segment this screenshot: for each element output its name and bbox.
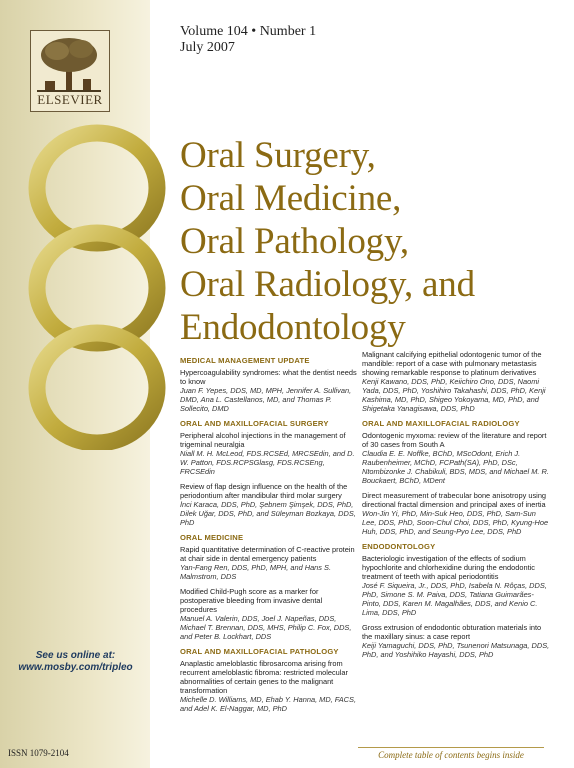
article-authors: Claudia E. E. Noffke, BChD, MScOdont, Erich J. Raubenheimer, MChD, FCPath(SA), PhD, DSc, Ntombizonke J. Chabikuli, BDS, MDS, and Michael M. R. Bouckaert, BChD, MDent	[362, 449, 549, 485]
issue-date: July 2007	[180, 40, 235, 55]
toc-left-column	[180, 350, 360, 719]
see-us-label: See us online at:	[35, 650, 116, 661]
issue-info	[180, 24, 316, 56]
article-entry	[362, 431, 552, 485]
title-line: Endodontology	[180, 307, 406, 348]
title-line: Oral Medicine,	[180, 178, 402, 219]
article-entry	[180, 587, 360, 641]
article-title: Bacteriologic investigation of the effects of sodium hypochlorite and chlorhexidine during the endodontic treatment of teeth with apical periodontitis	[362, 554, 535, 581]
article-authors: Yan-Fang Ren, DDS, PhD, MPH, and Hans S. Malmstrom, DDS	[180, 563, 332, 581]
article-entry	[180, 545, 360, 581]
toc-note: Complete table of contents begins inside	[358, 747, 544, 760]
article-title: Hypercoagulability syndromes: what the dentist needs to know	[180, 368, 357, 386]
issn-number: ISSN 1079-2104	[8, 748, 69, 758]
article-authors: Michelle D. Williams, MD, Ehab Y. Hanna, MD, FACS, and Adel K. El-Naggar, MD, PhD	[180, 695, 356, 713]
article-title: Anaplastic ameloblastic fibrosarcoma arising from recurrent ameloblastic fibroma: restricted molecular abnormalities of certain genes to the malignant transformation	[180, 659, 348, 695]
volume-number: Volume 104 • Number 1	[180, 24, 317, 39]
article-authors: Niall M. H. McLeod, FDS.RCSEd, MRCSEdin, and D. W. Patton, FDS.RCPSGlasg, FDS.RCSEng, FRCSEdin	[180, 449, 355, 476]
article-authors: José F. Siqueira, Jr., DDS, PhD, Isabela N. Rôças, DDS, PhD, Simone S. M. Paiva, DDS, Tatiana Guimarães-Pinto, DDS, Karen M. Magalhães, DDS, and Kenio C. Lima, DDS, PhD	[362, 581, 547, 617]
article-title: Odontogenic myxoma: review of the literature and report of 30 cases from South A	[362, 431, 547, 449]
article-entry	[180, 659, 360, 713]
publisher-name: ELSEVIER	[37, 92, 103, 107]
article-title: Gross extrusion of endodontic obturation materials into the maxillary sinus: a case report	[362, 623, 542, 641]
article-authors: İnci Karaca, DDS, PhD, Şebnem Şimşek, DDS, PhD, Dilek Uğar, DDS, PhD, and Süleyman Bozkaya, DDS, PhD	[180, 500, 356, 527]
article-title: Modified Child-Pugh score as a marker for postoperative bleeding from invasive dental procedures	[180, 587, 323, 614]
article-title: Rapid quantitative determination of C-reactive protein at chair side in dental emergency patients	[180, 545, 355, 563]
article-authors: Manuel A. Valerin, DDS, Joel J. Napeñas, DDS, Michael T. Brennan, DDS, MHS, Philip C. Fox, DDS, and Peter B. Lockhart, DDS	[180, 614, 352, 641]
article-title: Direct measurement of trabecular bone anisotropy using directional fractal dimension and principal axes of inertia	[362, 491, 547, 509]
article-title: Malignant calcifying epithelial odontogenic tumor of the mandible: report of a case with pulmonary metastasis showing remarkable response to platinum derivatives	[362, 350, 542, 377]
rings-graphic	[0, 0, 210, 450]
website-promo	[8, 650, 143, 674]
website-link[interactable]: www.mosby.com/tripleo	[18, 662, 133, 673]
article-title: Peripheral alcohol injections in the management of trigeminal neuralgia	[180, 431, 346, 449]
section-heading: ORAL MEDICINE	[180, 533, 244, 542]
article-entry	[362, 554, 552, 617]
article-entry	[362, 350, 552, 413]
section-heading: ORAL AND MAXILLOFACIAL PATHOLOGY	[180, 647, 339, 656]
section-heading: ENDODONTOLOGY	[362, 542, 436, 551]
title-line: Oral Pathology,	[180, 221, 409, 262]
toc-right-column	[362, 350, 552, 665]
section-heading: ORAL AND MAXILLOFACIAL SURGERY	[180, 419, 329, 428]
article-entry	[362, 491, 552, 536]
article-entry	[180, 368, 360, 413]
article-entry	[362, 623, 552, 659]
article-authors: Won-Jin Yi, PhD, Min-Suk Heo, DDS, PhD, Sam-Sun Lee, DDS, PhD, Soon-Chul Choi, DDS, PhD, Kyung-Hoe Huh, DDS, PhD, and Seung-Pyo Lee, DDS, PhD	[362, 509, 549, 536]
article-title: Review of flap design influence on the health of the periodontium after mandibular third molar surgery	[180, 482, 348, 500]
section-heading: MEDICAL MANAGEMENT UPDATE	[180, 356, 310, 365]
journal-title	[180, 134, 475, 349]
title-line: Oral Surgery,	[180, 135, 376, 176]
article-authors: Juan F. Yepes, DDS, MD, MPH, Jennifer A. Sullivan, DMD, Ana L. Castellanos, MD, and Thomas P. Sollecito, DMD	[180, 386, 352, 413]
section-heading: ORAL AND MAXILLOFACIAL RADIOLOGY	[362, 419, 520, 428]
article-entry	[180, 431, 360, 476]
article-authors: Keiji Yamaguchi, DDS, PhD, Tsunenori Matsunaga, DDS, PhD, and Yoshihiko Hayashi, DDS, PhD	[362, 641, 550, 659]
title-line: Oral Radiology, and	[180, 264, 475, 305]
article-entry	[180, 482, 360, 527]
article-authors: Kenji Kawano, DDS, PhD, Keiichiro Ono, DDS, Naomi Yada, DDS, PhD, Yoshihiro Takahashi, DDS, PhD, Kenji Kashima, MD, PhD, Shigeo Yokoyama, MD, PhD, and Shigetaka Yanagisawa, DDS, PhD	[362, 377, 546, 413]
